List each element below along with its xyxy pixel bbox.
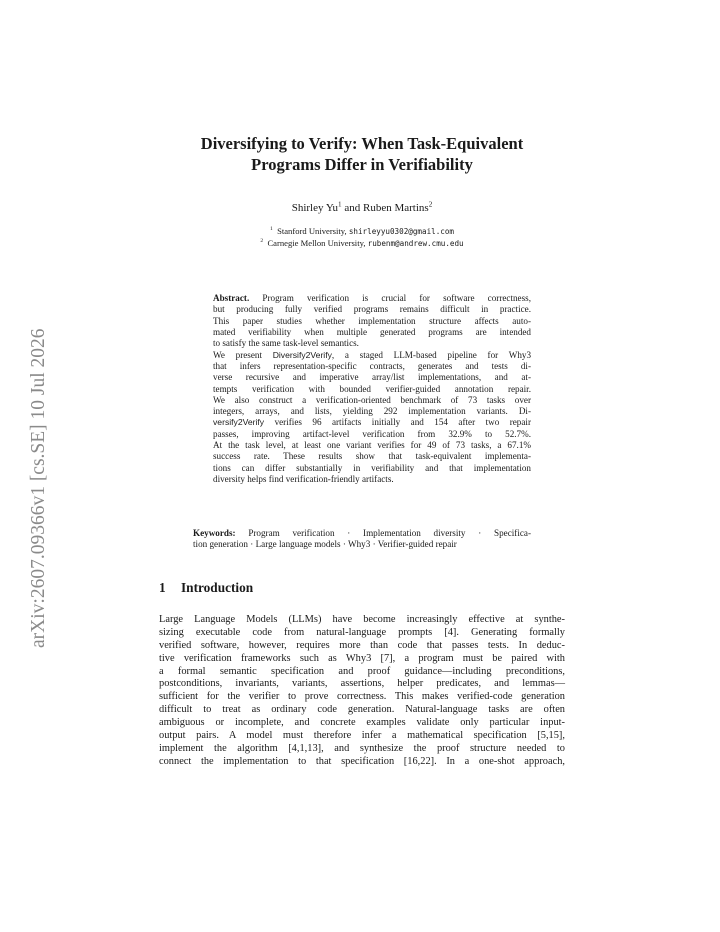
body-line: ambiguous or incomplete, and concrete examples validate only particular input- <box>159 717 565 729</box>
body-line: difficult to treat as ordinary code generation. Natural-language tasks are often <box>159 704 565 716</box>
body-line: verified software, however, requires more than code that passes tests. In deduc- <box>159 639 565 651</box>
affiliation-1-email[interactable]: shirleyyu0302@gmail.com <box>348 227 454 236</box>
abstract-line: to satisfy the same task-level semantics. <box>213 338 359 349</box>
body-line: postconditions, invariants, variants, assertions, helper predicates, and lemmas— <box>159 678 565 690</box>
abstract <box>213 293 531 485</box>
abstract-line: success rate. These results show that task-equivalent implementa- <box>213 451 531 462</box>
abstract-line: Abstract. Program verification is crucial for software correctness, <box>213 293 531 303</box>
body-line: sufficient for the verifier to prove correctness. This makes verified-code generation <box>159 691 565 703</box>
author-joiner: and Ruben Martins <box>341 202 429 214</box>
abstract-line: versify2Verify verifies 96 artifacts initially and 154 after two repair <box>213 417 531 428</box>
abstract-line: verse recursive and imperative array/list implementations, and at- <box>213 372 531 383</box>
body-line: tive verification frameworks such as Why3 [7], a program must be paired with <box>159 652 565 664</box>
body-line: connect the implementation to that specification [16,22]. In a one-shot approach, <box>159 755 565 767</box>
abstract-line: integers, arrays, and lists, yielding 292 implementation variants. Di- <box>213 406 531 417</box>
body-line: output pairs. A model must therefore infer a mathematical specification [5,15], <box>159 730 565 742</box>
affiliation-1-mark: 1 <box>269 226 273 233</box>
abstract-line: diversity helps find verification-friendly artifacts. <box>213 474 394 484</box>
abstract-line: passes, improving artifact-level verification from 32.9% to 52.7%. <box>213 428 531 439</box>
intro-paragraph <box>159 614 565 769</box>
abstract-line: We present Diversify2Verify, a staged LLM-based pipeline for Why3 <box>213 349 532 360</box>
keywords-label: Keywords: <box>193 528 236 538</box>
section-title: Introduction <box>181 580 254 595</box>
section-number: 1 <box>159 580 166 595</box>
tool-name: Diversify2Verify <box>272 349 332 360</box>
author-1: Shirley Yu <box>291 202 339 214</box>
affiliation-1-name: Stanford University, <box>277 226 349 236</box>
abstract-line: At the task level, at least one variant verifies for 49 of 73 tasks, a 67.1% <box>213 440 531 451</box>
title-line-2: Programs Differ in Verifiability <box>251 155 473 174</box>
affiliation-1 <box>160 226 564 236</box>
abstract-line: tempts verification with bounded verifier-guided annotation repair. <box>213 383 531 394</box>
body-line: Large Language Models (LLMs) have become increasingly effective at synthe- <box>159 614 565 625</box>
body-line: a formal semantic specification and proof guidance—including preconditions, <box>159 665 565 677</box>
keywords <box>193 528 531 551</box>
author-list <box>160 202 564 214</box>
affiliation-2 <box>160 238 564 248</box>
affiliation-2-name: Carnegie Mellon University, <box>267 238 368 248</box>
affiliation-2-email[interactable]: rubenm@andrew.cmu.edu <box>367 239 464 248</box>
tool-name: versify2Verify <box>213 417 265 428</box>
affiliation-2-mark: 2 <box>260 238 264 245</box>
abstract-line: but producing fully verified programs remains difficult in practice. <box>213 304 531 315</box>
abstract-line: This paper studies whether implementation structure affects auto- <box>213 315 531 326</box>
section-heading <box>159 580 253 596</box>
abstract-line: mated verifiability when multiple generated programs are intended <box>213 326 531 337</box>
keywords-line-1: Program verification · Implementation diversity · Specifica- <box>235 528 531 538</box>
keywords-line-2: tion generation · Large language models · Why3 · Verifier-guided repair <box>193 539 457 550</box>
abstract-line: We also construct a verification-oriented benchmark of 73 tasks over <box>213 394 531 405</box>
author-2-mark: 2 <box>428 200 433 209</box>
abstract-line: tions can differ substantially in verifiability and that implementation <box>213 462 531 473</box>
body-line: implement the algorithm [4,1,13], and synthesize the proof structure needed to <box>159 742 565 754</box>
paper-title <box>160 133 564 175</box>
body-line: sizing executable code from natural-language prompts [4]. Generating formally <box>159 626 565 638</box>
title-line-1: Diversifying to Verify: When Task-Equivalent <box>200 134 524 153</box>
arxiv-identifier-stamp: arXiv:2607.09366v1 [cs.SE] 10 Jul 2026 <box>28 328 49 648</box>
abstract-line: that infers representation-specific contracts, generates and tests di- <box>213 360 531 371</box>
author-1-mark: 1 <box>338 200 342 209</box>
abstract-label: Abstract. <box>213 293 250 303</box>
